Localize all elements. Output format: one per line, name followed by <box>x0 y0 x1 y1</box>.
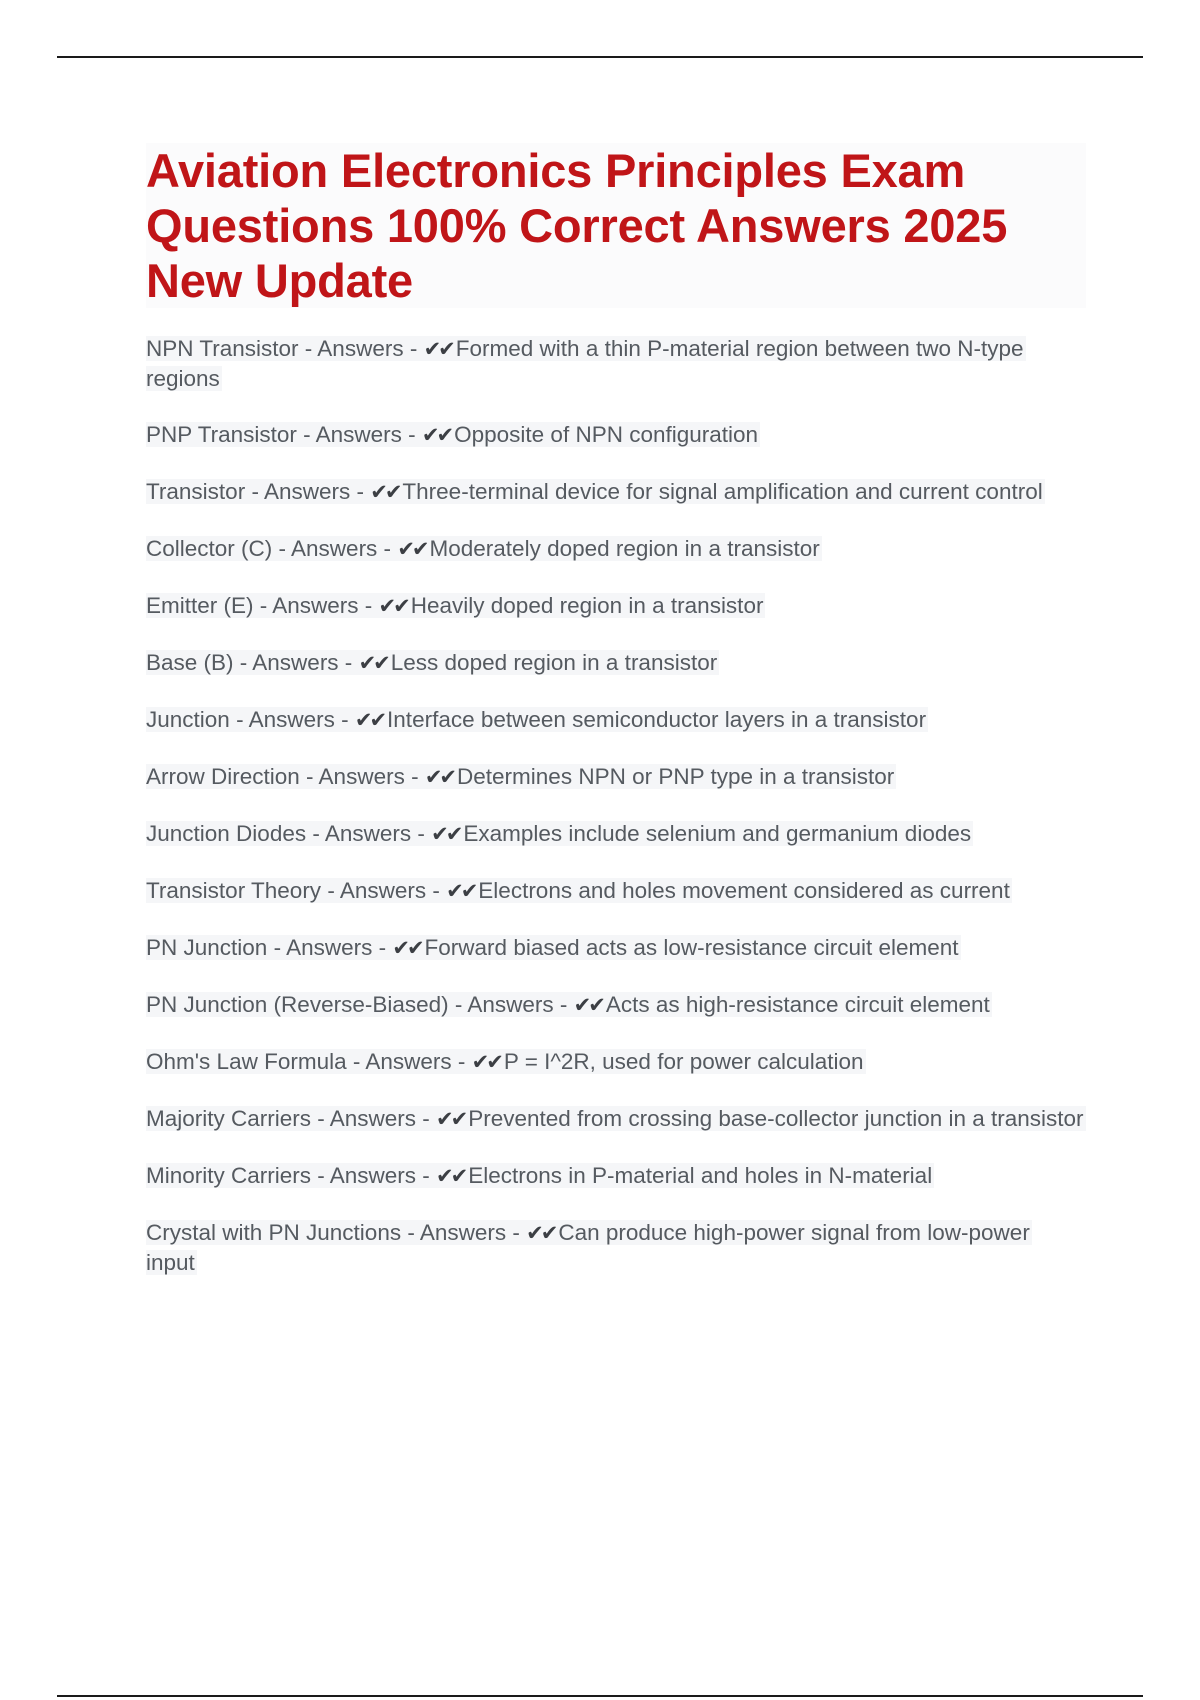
list-item <box>146 534 1086 564</box>
list-item <box>146 591 1086 621</box>
term: PN Junction <box>146 935 268 960</box>
answer: Can produce high-power signal from low-power input <box>146 1220 1030 1275</box>
term: Junction <box>146 707 230 732</box>
document-title: Aviation Electronics Principles Exam Questions 100% Correct Answers 2025 New Update <box>146 143 1086 308</box>
term: Base (B) <box>146 650 234 675</box>
answer: P = I^2R, used for power calculation <box>503 1049 864 1074</box>
answer: Three-terminal device for signal amplification and current control <box>402 479 1043 504</box>
term: PNP Transistor <box>146 422 297 447</box>
answer: Forward biased acts as low-resistance circuit element <box>424 935 959 960</box>
list-item <box>146 420 1086 450</box>
list-item <box>146 1218 1086 1277</box>
term: Junction Diodes <box>146 821 307 846</box>
double-check-mark-icon: ✔✔ <box>370 480 400 504</box>
separator: - Answers - <box>311 1106 437 1131</box>
term: Collector (C) <box>146 536 273 561</box>
answer: Less doped region in a transistor <box>390 650 718 675</box>
double-check-mark-icon: ✔✔ <box>431 822 461 846</box>
answer: Electrons and holes movement considered as current <box>478 878 1010 903</box>
double-check-mark-icon: ✔✔ <box>354 708 385 732</box>
double-check-mark-icon: ✔✔ <box>526 1221 556 1245</box>
answer: Acts as high-resistance circuit element <box>605 992 990 1017</box>
separator: - Answers - <box>448 992 574 1017</box>
list-item <box>146 990 1086 1020</box>
separator: - Answers - <box>299 764 425 789</box>
double-check-mark-icon: ✔✔ <box>392 936 422 960</box>
term: NPN Transistor <box>146 336 299 361</box>
term: Majority Carriers <box>146 1106 312 1131</box>
separator: - Answers - <box>401 1220 527 1245</box>
list-item <box>146 762 1086 792</box>
separator: - Answers - <box>321 878 447 903</box>
double-check-mark-icon: ✔✔ <box>436 1164 466 1188</box>
answer: Formed with a thin P-material region between two N-type regions <box>146 336 1024 391</box>
term: Ohm's Law Formula <box>146 1049 347 1074</box>
list-item <box>146 819 1086 849</box>
term: Transistor <box>146 479 246 504</box>
double-check-mark-icon: ✔✔ <box>423 337 453 361</box>
double-check-mark-icon: ✔✔ <box>358 651 388 675</box>
separator: - Answers - <box>253 593 379 618</box>
answer: Opposite of NPN configuration <box>454 422 759 447</box>
separator: - Answers - <box>298 336 424 361</box>
qa-list <box>146 334 1086 1277</box>
separator: - Answers - <box>245 479 371 504</box>
answer: Examples include selenium and germanium diodes <box>463 821 972 846</box>
list-item <box>146 648 1086 678</box>
list-item <box>146 876 1086 906</box>
answer: Heavily doped region in a transistor <box>410 593 764 618</box>
list-item <box>146 1047 1086 1077</box>
list-item <box>146 334 1086 393</box>
double-check-mark-icon: ✔✔ <box>573 993 603 1017</box>
double-check-mark-icon: ✔✔ <box>421 423 452 447</box>
separator: - Answers - <box>272 536 398 561</box>
list-item <box>146 705 1086 735</box>
separator: - Answers - <box>233 650 359 675</box>
list-item <box>146 933 1086 963</box>
answer: Moderately doped region in a transistor <box>429 536 820 561</box>
top-rule <box>57 56 1143 58</box>
answer: Electrons in P-material and holes in N-material <box>468 1163 933 1188</box>
term: Minority Carriers <box>146 1163 312 1188</box>
double-check-mark-icon: ✔✔ <box>446 879 476 903</box>
separator: - Answers - <box>267 935 393 960</box>
separator: - Answers - <box>346 1049 472 1074</box>
answer: Interface between semiconductor layers in a transistor <box>387 707 927 732</box>
term: PN Junction (Reverse-Biased) <box>146 992 449 1017</box>
list-item <box>146 1161 1086 1191</box>
separator: - Answers - <box>306 821 432 846</box>
term: Emitter (E) <box>146 593 254 618</box>
separator: - Answers - <box>296 422 422 447</box>
double-check-mark-icon: ✔✔ <box>397 537 427 561</box>
separator: - Answers - <box>311 1163 437 1188</box>
answer: Determines NPN or PNP type in a transistor <box>457 764 895 789</box>
double-check-mark-icon: ✔✔ <box>378 594 408 618</box>
list-item <box>146 1104 1086 1134</box>
term: Arrow Direction <box>146 764 300 789</box>
document-content <box>146 143 1086 1304</box>
term: Transistor Theory <box>146 878 322 903</box>
term: Crystal with PN Junctions <box>146 1220 402 1245</box>
bottom-rule <box>57 1695 1143 1697</box>
double-check-mark-icon: ✔✔ <box>471 1050 501 1074</box>
double-check-mark-icon: ✔✔ <box>424 765 455 789</box>
answer: Prevented from crossing base-collector junction in a transistor <box>468 1106 1084 1131</box>
list-item <box>146 477 1086 507</box>
separator: - Answers - <box>229 707 355 732</box>
double-check-mark-icon: ✔✔ <box>436 1107 466 1131</box>
